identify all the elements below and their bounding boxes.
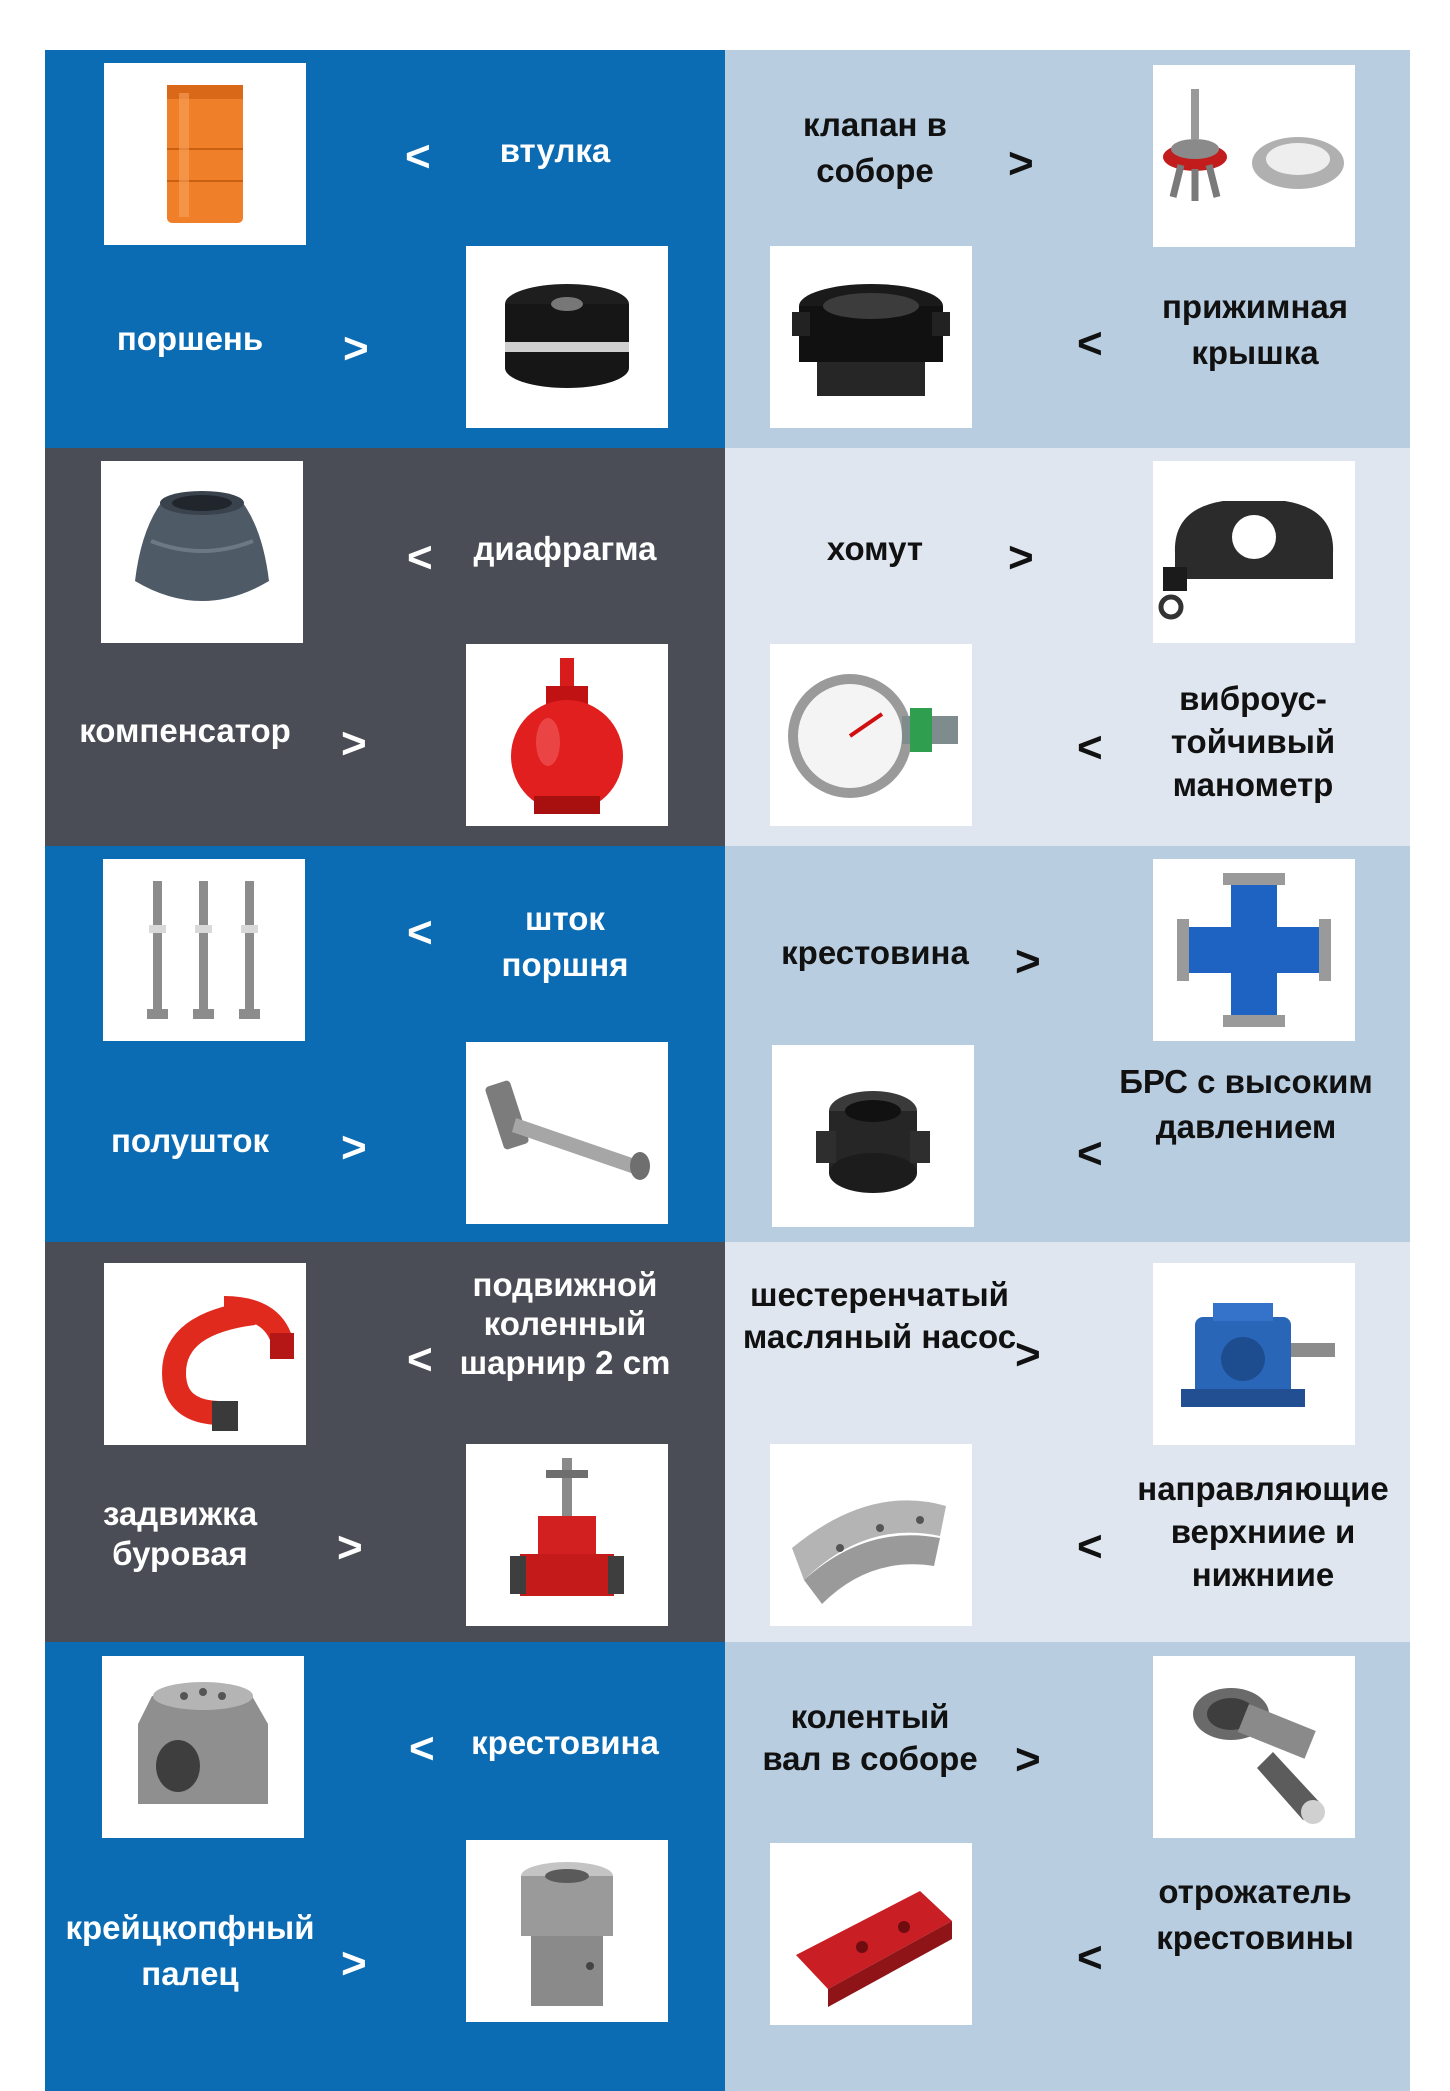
- item-label: отрожатель крестовины: [1156, 1873, 1354, 1956]
- item-label: колентый вал в соборе: [762, 1698, 978, 1777]
- gate-valve-icon: [466, 1444, 668, 1626]
- swivel-joint-icon: [104, 1263, 306, 1445]
- arrow-left: <: [1077, 1522, 1103, 1571]
- row-5-right-panel: [725, 1642, 1410, 2091]
- valve-assembly-icon: [1153, 65, 1355, 247]
- item-label: диафрагма: [473, 530, 657, 567]
- orange-liner-icon: [104, 63, 306, 245]
- item-label: шток поршня: [501, 900, 629, 983]
- row-1: [45, 50, 1410, 448]
- diaphragm-icon: [101, 461, 303, 643]
- arrow-left: <: [1077, 1933, 1103, 1982]
- cover-cap-icon: [770, 246, 972, 428]
- arrow-left: <: [407, 533, 433, 582]
- arrow-right: >: [1015, 937, 1041, 986]
- arrow-left: <: [409, 1724, 435, 1773]
- arrow-left: <: [405, 132, 431, 181]
- arrow-right: >: [341, 1939, 367, 1988]
- row-5: [45, 1642, 1410, 2091]
- arrow-right: >: [1015, 1735, 1041, 1784]
- crosshead-icon: [102, 1656, 304, 1838]
- blue-cross-icon: [1153, 859, 1355, 1041]
- arrow-right: >: [343, 324, 369, 373]
- item-label: хомут: [826, 530, 924, 567]
- crankshaft-icon: [1153, 1656, 1355, 1838]
- item-label: БРС с высоким давлением: [1119, 1063, 1373, 1145]
- item-label: крейцкопфный палец: [65, 1909, 315, 1992]
- pressure-gauge-icon: [770, 644, 972, 826]
- row-1-left-panel: [45, 50, 725, 448]
- item-label: клапан в соборе: [803, 106, 947, 189]
- red-deflector-icon: [770, 1843, 972, 2025]
- row-4: [45, 1242, 1410, 1642]
- arrow-left: <: [407, 1335, 433, 1384]
- row-2: [45, 448, 1410, 846]
- clamp-icon: [1153, 461, 1355, 643]
- item-label: шестеренчатый масляный насос: [742, 1276, 1017, 1356]
- hammer-union-icon: [772, 1045, 974, 1227]
- arrow-right: >: [1008, 533, 1034, 582]
- arrow-left: <: [1077, 1129, 1103, 1178]
- row-3-right-panel: [725, 846, 1410, 1242]
- item-label: поршень: [116, 320, 264, 357]
- piston-icon: [466, 246, 668, 428]
- row-4-right-panel: [725, 1242, 1410, 1642]
- arrow-left: <: [407, 908, 433, 957]
- row-4-left-panel: [45, 1242, 725, 1642]
- arrow-right: >: [341, 719, 367, 768]
- row-3-left-panel: [45, 846, 725, 1242]
- arrow-left: <: [1077, 723, 1103, 772]
- arrow-right: >: [1008, 139, 1034, 188]
- item-label: крестовина: [471, 1724, 659, 1761]
- row-3: [45, 846, 1410, 1242]
- item-label: задвижка буровая: [102, 1495, 258, 1573]
- arrow-right: >: [337, 1523, 363, 1572]
- arrow-left: <: [1077, 319, 1103, 368]
- item-label: подвижной коленный шарнир 2 cm: [459, 1266, 671, 1381]
- item-label: прижимная крышка: [1161, 288, 1348, 371]
- arrow-right: >: [1015, 1330, 1041, 1379]
- arrow-right: >: [341, 1123, 367, 1172]
- extension-rod-icon: [466, 1042, 668, 1224]
- row-2-left-panel: [45, 448, 725, 846]
- guide-plates-icon: [770, 1444, 972, 1626]
- row-1-right-panel: [725, 50, 1410, 448]
- item-label: направляющие верхниие и нижниие: [1137, 1470, 1389, 1593]
- item-label: виброус-тойчивый манометр: [1170, 680, 1336, 803]
- item-label: компенсатор: [79, 712, 291, 749]
- piston-rods-icon: [103, 859, 305, 1041]
- row-2-right-panel: [725, 448, 1410, 846]
- item-label: полушток: [110, 1122, 270, 1159]
- dampener-icon: [466, 644, 668, 826]
- row-5-left-panel: [45, 1642, 725, 2091]
- item-label: втулка: [499, 132, 611, 169]
- product-grid: [45, 50, 1410, 2041]
- gear-oil-pump-icon: [1153, 1263, 1355, 1445]
- item-label: крестовина: [781, 934, 969, 971]
- crosshead-pin-icon: [466, 1840, 668, 2022]
